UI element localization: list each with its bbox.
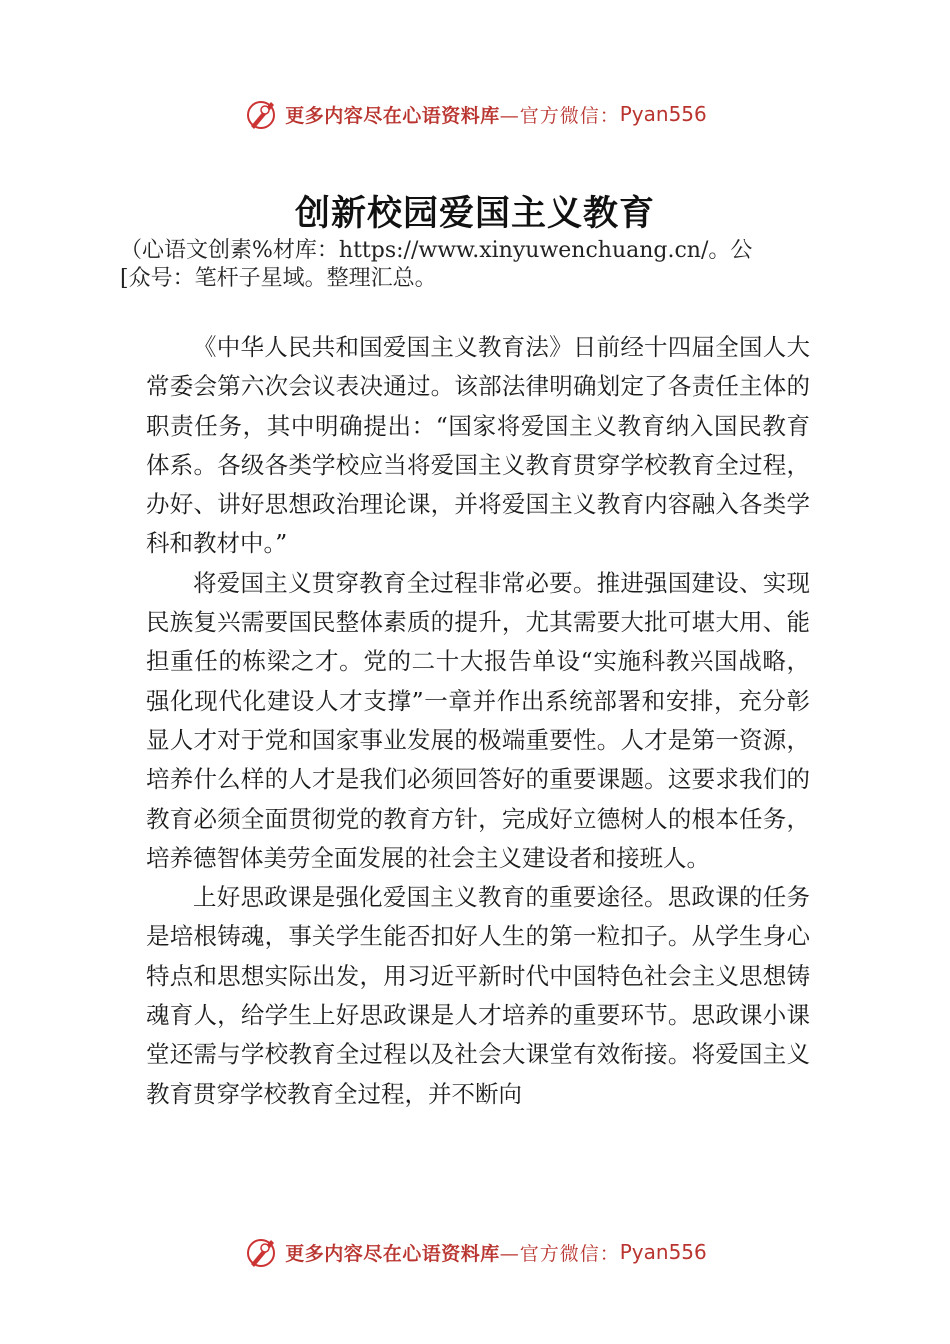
document-title: 创新校园爱国主义教育	[294, 193, 655, 234]
banner-wechat-id: Pyan556	[619, 102, 707, 126]
source-note-line-2: [众号：笔杆子星域。整理汇总。	[120, 266, 437, 291]
pen-logo-icon	[243, 1234, 279, 1270]
banner-wechat-id: Pyan556	[619, 1240, 707, 1264]
banner-text: 更多内容尽在心语资料库	[285, 1242, 500, 1265]
footer-banner	[0, 1232, 950, 1272]
paragraph: 《中华人民共和国爱国主义教育法》日前经十四届全国人大常委会第六次会议表决通过。该部法律明确划定了各责任主体的职责任务，其中明确提出：“国家将爱国主义教育纳入国民教育体系。各级各类学校应当将爱国主义教育贯穿学校教育全过程，办好、讲好思想政治理论课，并将爱国主义教育内容融入各类学科和教材中。”	[146, 333, 810, 558]
paragraph: 将爱国主义贯穿教育全过程非常必要。推进强国建设、实现民族复兴需要国民整体素质的提升，尤其需要大批可堪大用、能担重任的栋梁之才。党的二十大报告单设“实施科教兴国战略，强化现代化建设人才支撑”一章并作出系统部署和安排，充分彰显人才对于党和国家事业发展的极端重要性。人才是第一资源，培养什么样的人才是我们必须回答好的重要课题。这要求我们的教育必须全面贯彻党的教育方针，完成好立德树人的根本任务，培养德智体美劳全面发展的社会主义建设者和接班人。	[146, 568, 810, 872]
banner-text: 更多内容尽在心语资料库	[285, 104, 500, 127]
paragraph: 上好思政课是强化爱国主义教育的重要途径。思政课的任务是培根铸魂，事关学生能否扣好人生的第一粒扣子。从学生身心特点和思想实际出发，用习近平新时代中国特色社会主义思想铸魂育人，给学生上好思政课是人才培养的重要环节。思政课小课堂还需与学校教育全过程以及社会大课堂有效衔接。将爱国主义教育贯穿学校教育全过程，并不断向	[146, 883, 810, 1108]
banner-wechat-label: —官方微信：	[499, 104, 620, 127]
pen-logo-icon	[243, 96, 279, 132]
document-body	[146, 328, 810, 1114]
banner-wechat-label: —官方微信：	[499, 1242, 620, 1265]
source-note-line-1: （心语文创素%材库：https://www.xinyuwenchuang.cn/。公	[120, 238, 753, 263]
header-banner	[0, 94, 950, 134]
